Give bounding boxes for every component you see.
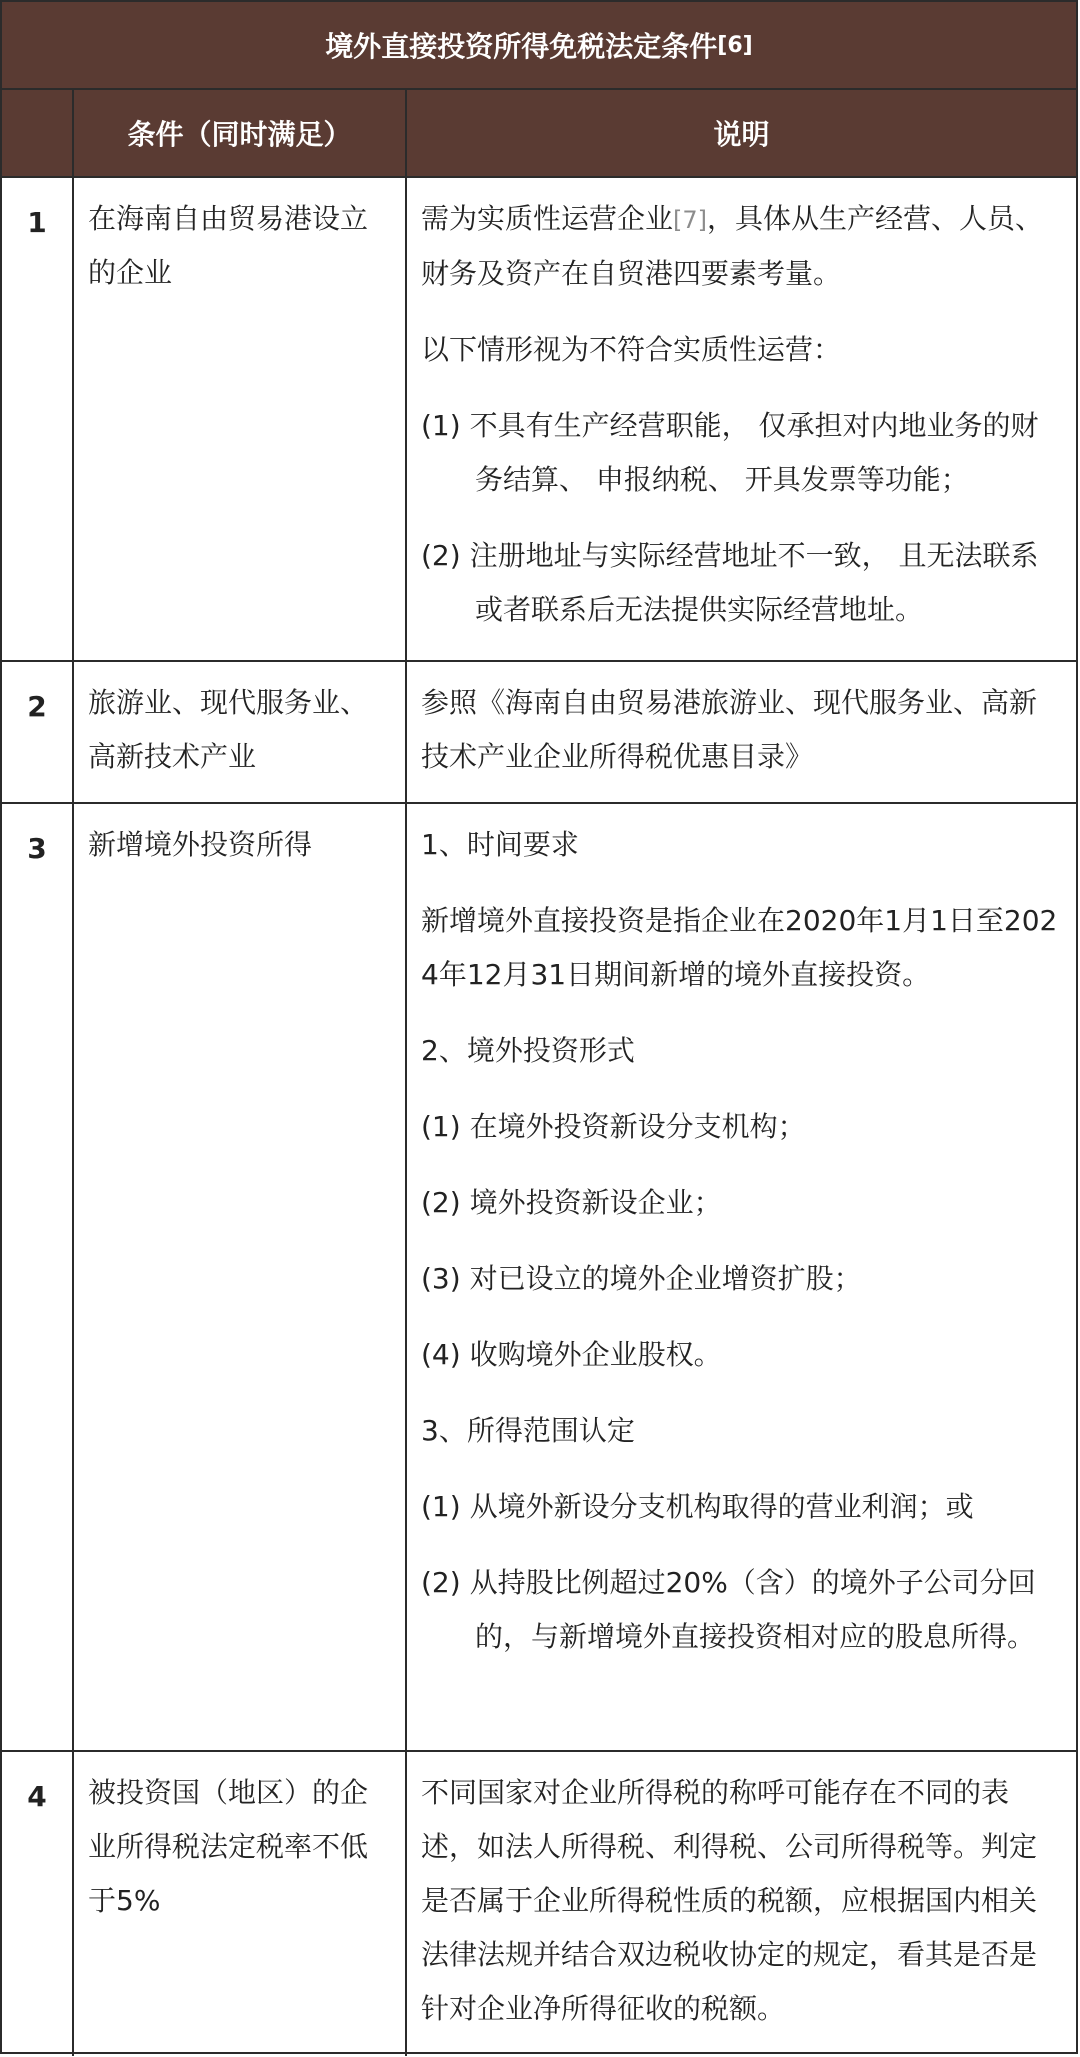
footnote-ref: [7]	[673, 206, 708, 234]
desc-heading: 3、所得范围认定	[421, 1414, 635, 1447]
row-description	[407, 1752, 1076, 2056]
table-title-text: 境外直接投资所得免税法定条件	[325, 30, 718, 63]
desc-text: 需为实质性运营企业	[421, 202, 674, 235]
row-condition: 在海南自由贸易港设立的企业	[74, 178, 407, 660]
row-description	[407, 804, 1076, 1750]
table-title-ref: [6]	[717, 32, 753, 58]
row-condition: 新增境外投资所得	[74, 804, 407, 1750]
table-title	[2, 2, 1076, 90]
row-number: 4	[2, 1752, 74, 2056]
row-number: 1	[2, 178, 74, 660]
table-row	[2, 178, 1076, 662]
desc-list-item: (2) 注册地址与实际经营地址不一致， 且无法联系或者联系后无法提供实际经营地址。	[421, 539, 1039, 626]
desc-paragraph	[421, 192, 1062, 301]
row-description	[407, 178, 1076, 660]
row-condition: 旅游业、现代服务业、高新技术产业	[74, 662, 407, 802]
header-no	[2, 90, 74, 176]
desc-paragraph: 新增境外直接投资是指企业在2020年1月1日至2024年12月31日期间新增的境外直接投资。	[421, 904, 1058, 991]
table-header-row	[2, 90, 1076, 178]
row-description	[407, 662, 1076, 802]
header-description: 说明	[713, 118, 770, 151]
row-number: 2	[2, 662, 74, 802]
desc-list-item: (1) 不具有生产经营职能， 仅承担对内地业务的财务结算、 申报纳税、 开具发票等功能；	[421, 409, 1039, 496]
desc-list-item: (3) 对已设立的境外企业增资扩股；	[421, 1262, 862, 1295]
desc-paragraph: 不同国家对企业所得税的称呼可能存在不同的表述，如法人所得税、利得税、公司所得税等。判定是否属于企业所得税性质的税额，应根据国内相关法律法规并结合双边税收协定的规定，看其是否是针对企业净所得征收的税额。	[421, 1776, 1038, 2025]
desc-text: ，具体从生产经营、人员、财务及资产在自贸港四要素考量。	[421, 202, 1044, 290]
desc-heading: 2、境外投资形式	[421, 1034, 635, 1067]
desc-list-item: (2) 从持股比例超过20%（含）的境外子公司分回的，与新增境外直接投资相对应的股息所得。	[421, 1566, 1036, 1653]
desc-paragraph: 以下情形视为不符合实质性运营：	[421, 333, 842, 366]
desc-list-item: (2) 境外投资新设企业；	[421, 1186, 722, 1219]
desc-list-item: (1) 在境外投资新设分支机构；	[421, 1110, 806, 1143]
header-condition: 条件（同时满足）	[74, 90, 407, 176]
table-row	[2, 1752, 1076, 2056]
row-number: 3	[2, 804, 74, 1750]
desc-heading: 1、时间要求	[421, 828, 579, 861]
desc-paragraph: 参照《海南自由贸易港旅游业、现代服务业、高新技术产业企业所得税优惠目录》	[421, 686, 1038, 773]
row-condition: 被投资国（地区）的企业所得税法定税率不低于5%	[74, 1752, 407, 2056]
desc-list-item: (4) 收购境外企业股权。	[421, 1338, 722, 1371]
desc-list-item: (1) 从境外新设分支机构取得的营业利润；或	[421, 1490, 974, 1523]
table-row	[2, 662, 1076, 804]
table-row	[2, 804, 1076, 1752]
